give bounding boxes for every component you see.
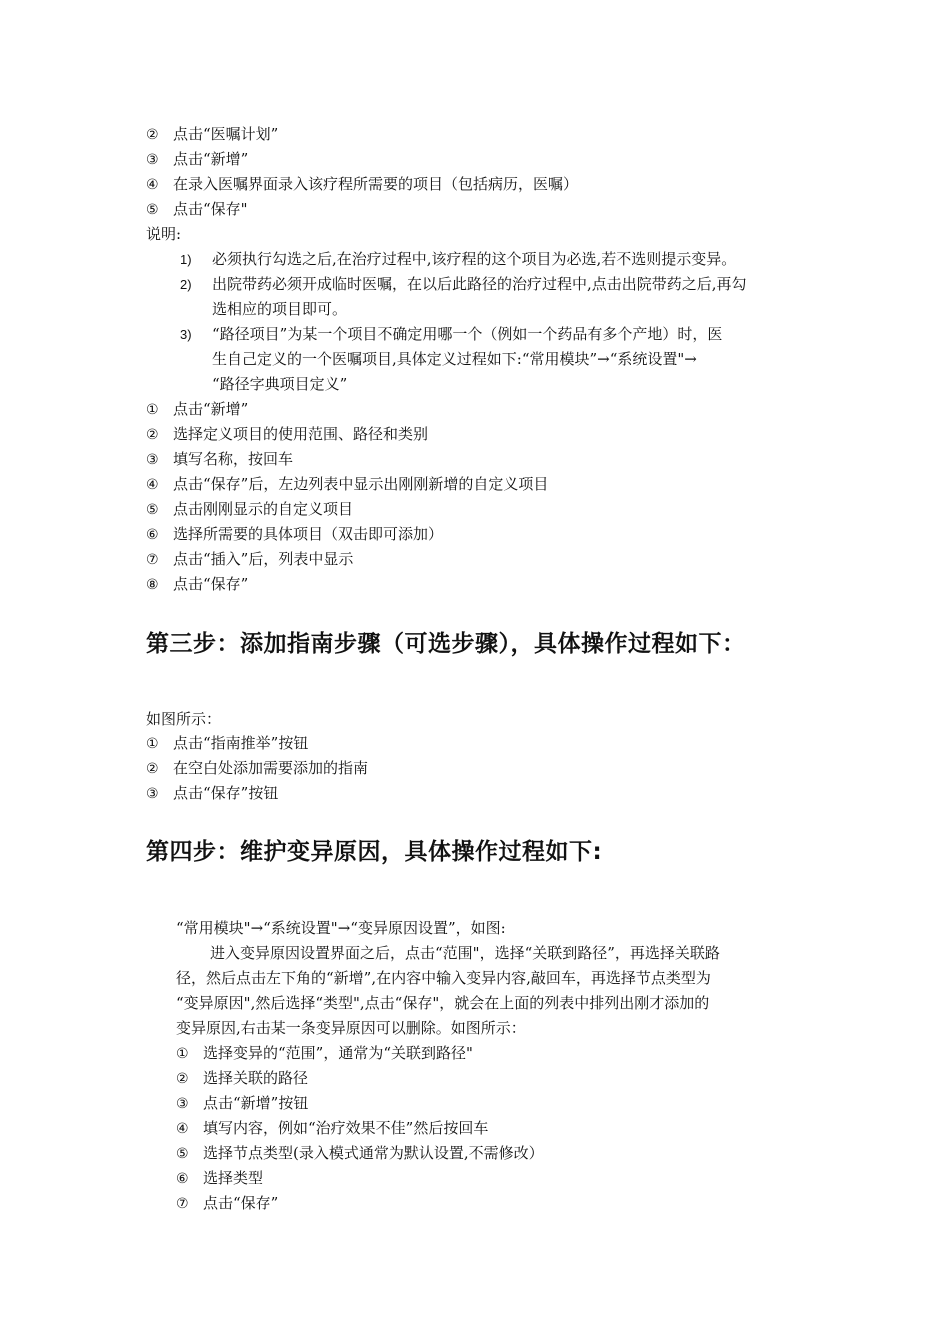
step-text: 填写名称，按回车	[173, 450, 294, 468]
step-text: 在录入医嘱界面录入该疗程所需要的项目（包括病历，医嘱）	[173, 175, 579, 193]
step-item	[146, 197, 248, 223]
paragraph-line: 径，然后点击左下角的“新增”,在内容中输入变异内容,敲回车，再选择节点类型为	[176, 969, 711, 987]
step-marker: ④	[146, 477, 159, 493]
step-text: 填写内容，例如“治疗效果不佳”然后按回车	[203, 1119, 489, 1137]
step-text: 选择变异的“范围”，通常为“关联到路径"	[203, 1044, 473, 1062]
step-text: 点击“新增”	[173, 150, 249, 168]
step-marker: ②	[146, 427, 159, 443]
paragraph-line: “变异原因",然后选择“类型",点击“保存"，就会在上面的列表中排列出刚才添加的	[176, 994, 710, 1012]
step-marker: ⑤	[146, 202, 159, 218]
step-text: 点击“医嘱计划”	[173, 125, 279, 143]
step-item	[176, 1166, 263, 1192]
step-item	[146, 122, 278, 148]
step-marker: ②	[176, 1071, 189, 1087]
step-item	[176, 1141, 544, 1167]
step-marker: ③	[146, 786, 159, 802]
step-marker: ④	[176, 1121, 189, 1137]
step-item	[146, 172, 578, 198]
note-label: 说明:	[146, 225, 182, 243]
step-marker: ⑤	[146, 502, 159, 518]
section-heading-step3: 第三步：添加指南步骤（可选步骤），具体操作过程如下：	[146, 631, 746, 657]
step-item	[176, 1116, 488, 1142]
note-text: “路径项目”为某一个项目不确定用哪一个（例如一个药品有多个产地）时，医	[212, 325, 723, 343]
step-marker: ②	[146, 761, 159, 777]
note-text: 必须执行勾选之后,在治疗过程中,该疗程的这个项目为必选,若不选则提示变异。	[212, 250, 737, 268]
step-marker: ③	[146, 452, 159, 468]
step-marker: ⑧	[146, 577, 159, 593]
note-text: “路径字典项目定义”	[212, 375, 348, 393]
step-text: 选择定义项目的使用范围、路径和类别	[173, 425, 429, 443]
step-item	[176, 1091, 308, 1117]
step-marker: ③	[176, 1096, 189, 1112]
step-item	[146, 781, 278, 807]
note-text: 生自己定义的一个医嘱项目,具体定义过程如下:“常用模块”→“系统设置"→	[212, 350, 697, 368]
step-marker: ①	[176, 1046, 189, 1062]
step-marker: ⑥	[146, 527, 159, 543]
step-marker: ①	[146, 736, 159, 752]
step-item	[176, 1191, 278, 1217]
step-text: 点击“新增”按钮	[203, 1094, 309, 1112]
step-item	[146, 547, 353, 573]
step-text: 选择所需要的具体项目（双击即可添加）	[173, 525, 444, 543]
paragraph-line: 进入变异原因设置界面之后，点击“范围"，选择“关联到路径”，再选择关联路	[210, 944, 720, 962]
step-text: 选择类型	[203, 1169, 264, 1187]
step-text: 点击“保存”后，左边列表中显示出刚刚新增的自定义项目	[173, 475, 549, 493]
step-text: 点击“保存”	[173, 575, 249, 593]
step-text: 点击“新增”	[173, 400, 249, 418]
note-text: 选相应的项目即可。	[212, 300, 348, 318]
step-item	[146, 447, 293, 473]
step-text: 点击“插入”后，列表中显示	[173, 550, 354, 568]
step-text: 点击刚刚显示的自定义项目	[173, 500, 354, 518]
note-number: 3)	[180, 327, 192, 342]
step-item	[176, 1041, 473, 1067]
step-marker: ④	[146, 177, 159, 193]
step-item	[146, 147, 248, 173]
step-item	[146, 731, 308, 757]
paragraph-line: 变异原因,右击某一条变异原因可以删除。如图所示：	[176, 1019, 526, 1037]
step-marker: ①	[146, 402, 159, 418]
step-text: 选择节点类型(录入模式通常为默认设置,不需修改）	[203, 1144, 544, 1162]
step-item	[146, 756, 368, 782]
step-text: 点击“保存"	[173, 200, 248, 218]
section-heading-step4: 第四步：维护变异原因，具体操作过程如下:	[146, 839, 603, 865]
step-item	[146, 522, 443, 548]
step-marker: ③	[146, 152, 159, 168]
step-item	[146, 397, 248, 423]
step-marker: ②	[146, 127, 159, 143]
menu-path: “常用模块"→“系统设置"→“变异原因设置”，如图:	[176, 919, 506, 937]
step-text: 选择关联的路径	[203, 1069, 309, 1087]
step-marker: ⑥	[176, 1171, 189, 1187]
step-marker: ⑦	[176, 1196, 189, 1212]
guide-intro: 如图所示：	[146, 710, 222, 728]
step-text: 点击“指南推举”按钮	[173, 734, 309, 752]
step-marker: ⑦	[146, 552, 159, 568]
step-text: 点击“保存”按钮	[173, 784, 279, 802]
note-text: 出院带药必须开成临时医嘱，在以后此路径的治疗过程中,点击出院带药之后,再勾	[212, 275, 747, 293]
step-item	[146, 422, 428, 448]
step-text: 在空白处添加需要添加的指南	[173, 759, 369, 777]
note-number: 2)	[180, 277, 192, 292]
step-item	[176, 1066, 308, 1092]
step-text: 点击“保存”	[203, 1194, 279, 1212]
step-item	[146, 572, 248, 598]
step-marker: ⑤	[176, 1146, 189, 1162]
step-item	[146, 497, 353, 523]
step-item	[146, 472, 548, 498]
note-number: 1)	[180, 252, 192, 267]
